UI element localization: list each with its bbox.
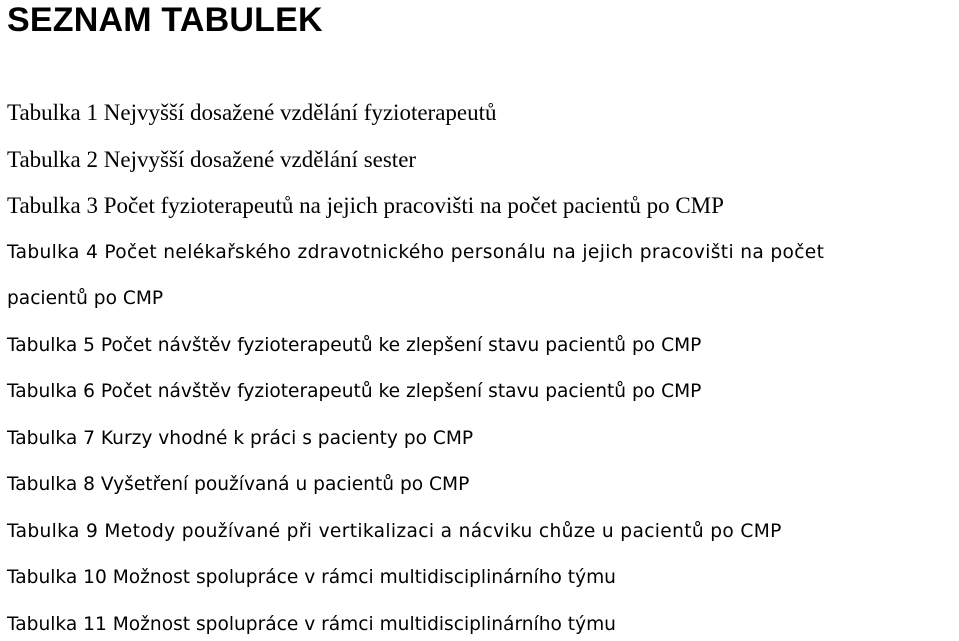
table-entry-2: Tabulka 2 Nejvyšší dosažené vzdělání sester (7, 146, 417, 172)
table-entry-3: Tabulka 3 Počet fyzioterapeutů na jejich pracovišti na počet pacientů po CMP (7, 193, 724, 218)
table-entry-1: Tabulka 1 Nejvyšší dosažené vzdělání fyzioterapeutů (7, 100, 497, 125)
table-list (7, 90, 952, 641)
table-entry-10: Tabulka 10 Možnost spolupráce v rámci multidisciplinárního týmu (7, 567, 616, 588)
table-entry-7: Tabulka 7 Kurzy vhodné k práci s pacienty po CMP (7, 427, 474, 449)
page-title: SEZNAM TABULEK (7, 1, 323, 39)
table-entry-9: Tabulka 9 Metody používané při vertikalizaci a nácviku chůze u pacientů po CMP (7, 520, 782, 542)
table-entry-5: Tabulka 5 Počet návštěv fyzioterapeutů ke zlepšení stavu pacientů po CMP (7, 334, 702, 356)
table-entry-6: Tabulka 6 Počet návštěv fyzioterapeutů ke zlepšení stavu pacientů po CMP (7, 381, 702, 402)
table-entry-4: Tabulka 4 Počet nelékařského zdravotnického personálu na jejich pracovišti na počet (7, 241, 825, 263)
table-entry-4-continuation: pacientů po CMP (7, 288, 164, 309)
table-entry-8: Tabulka 8 Vyšetření používaná u pacientů po CMP (7, 474, 470, 495)
table-entry-11: Tabulka 11 Možnost spolupráce v rámci multidisciplinárního týmu (7, 613, 616, 635)
